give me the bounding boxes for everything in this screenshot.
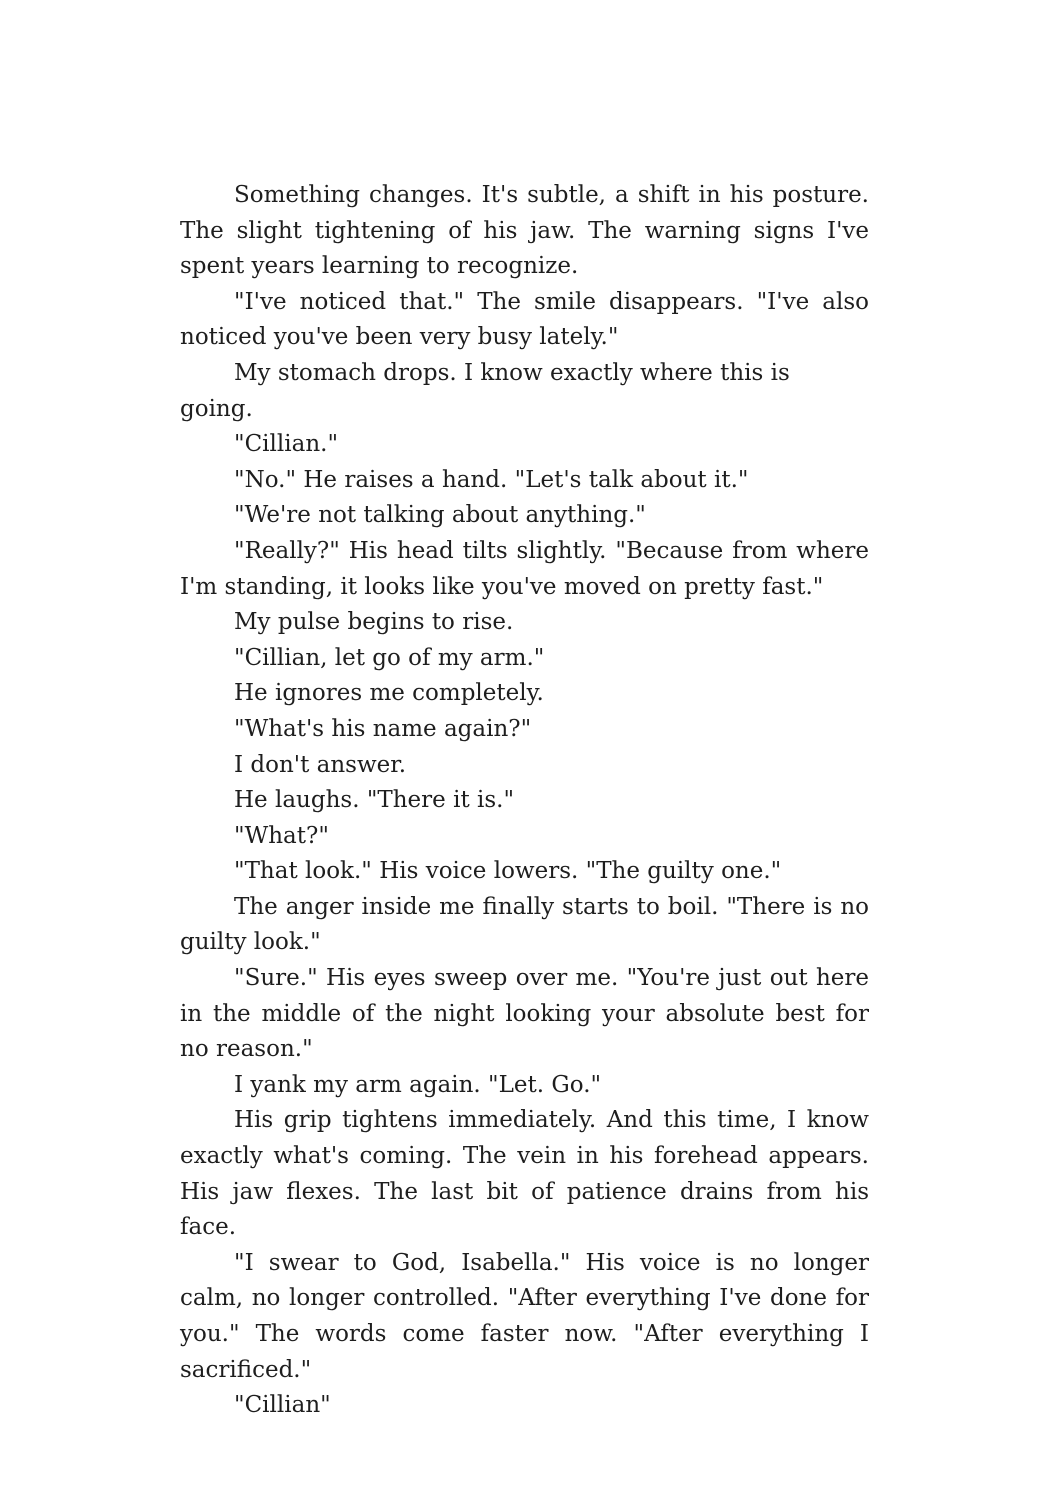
- paragraph: "What's his name again?": [234, 715, 532, 742]
- paragraph: "Really?" His head tilts slightly. "Because from where I'm standing, it looks like you've moved on pretty fast.": [180, 537, 869, 600]
- page-body: [180, 178, 869, 1424]
- paragraph: His grip tightens immediately. And this time, I know exactly what's coming. The vein in his forehead appears. His jaw flexes. The last bit of patience drains from his face.: [180, 1107, 869, 1241]
- paragraph: "We're not talking about anything.": [234, 502, 646, 529]
- paragraph: "I swear to God, Isabella." His voice is no longer calm, no longer controlled. "After everything I've done for you." The words come faster now. "After everything I sacrificed.": [180, 1249, 869, 1383]
- paragraph: "Cillian, let go of my arm.": [234, 644, 545, 671]
- paragraph: I don't answer.: [234, 751, 407, 778]
- paragraph: "That look." His voice lowers. "The guilty one.": [234, 858, 782, 885]
- paragraph: The anger inside me finally starts to boil. "There is no guilty look.": [180, 893, 869, 956]
- paragraph: "What?": [234, 822, 329, 849]
- paragraph: My pulse begins to rise.: [234, 609, 514, 636]
- paragraph: "Cillian.": [234, 431, 339, 458]
- paragraph: My stomach drops. I know exactly where this is going.: [180, 359, 790, 422]
- paragraph: I yank my arm again. "Let. Go.": [234, 1071, 602, 1098]
- paragraph: He ignores me completely.: [234, 680, 544, 707]
- paragraph: "No." He raises a hand. "Let's talk about it.": [234, 466, 749, 493]
- paragraph: "Sure." His eyes sweep over me. "You're just out here in the middle of the night looking your absolute best for no reason.": [180, 965, 869, 1063]
- paragraph: "I've noticed that." The smile disappears. "I've also noticed you've been very busy lately.": [180, 288, 869, 351]
- paragraph: Something changes. It's subtle, a shift in his posture. The slight tightening of his jaw. The warning signs I've spent years learning to recognize.: [180, 182, 869, 280]
- paragraph: "Cillian": [234, 1392, 331, 1419]
- paragraph: He laughs. "There it is.": [234, 787, 515, 814]
